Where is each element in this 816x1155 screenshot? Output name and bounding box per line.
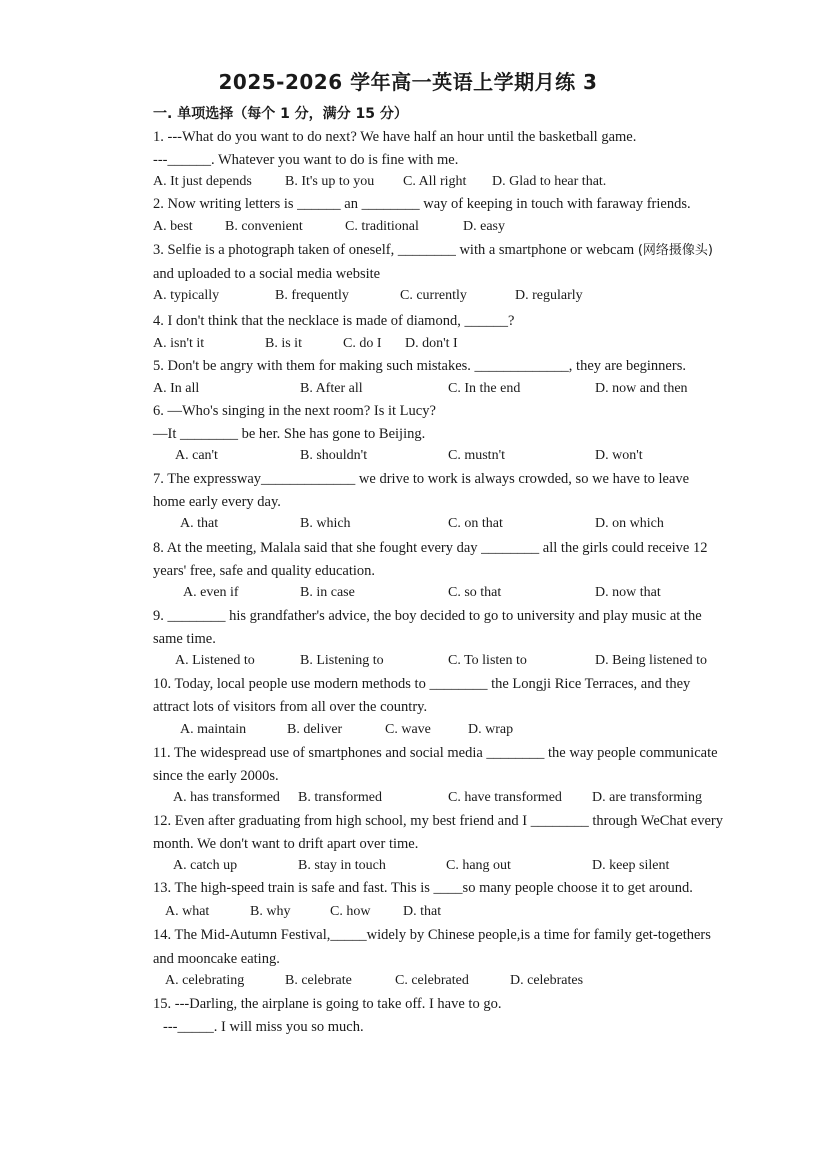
question-4-option-A: A. isn't it xyxy=(153,336,205,351)
question-5-option-A: A. In all xyxy=(153,381,200,396)
question-7-line-1: 7. The expressway_____________ we drive to work is always crowded, so we have to leave xyxy=(153,471,690,487)
question-10-line-2: attract lots of visitors from all over the country. xyxy=(153,699,428,715)
page-title: 2025-2026 学年高一英语上学期月练 3 xyxy=(218,70,598,94)
question-7-option-D: D. on which xyxy=(595,516,664,531)
question-3-option-D: D. regularly xyxy=(515,288,583,303)
question-10-option-C: C. wave xyxy=(385,722,431,737)
question-14-option-C: C. celebrated xyxy=(395,973,469,988)
question-5-line-1: 5. Don't be angry with them for making such mistakes. _____________, they are beginners. xyxy=(153,358,686,374)
question-7-option-B: B. which xyxy=(300,516,351,531)
question-6-option-D: D. won't xyxy=(595,448,643,463)
question-4-option-C: C. do I xyxy=(343,336,382,351)
question-9-option-C: C. To listen to xyxy=(448,653,527,668)
question-9-option-D: D. Being listened to xyxy=(595,653,707,668)
question-13-option-D: D. that xyxy=(403,904,442,919)
question-12-option-C: C. hang out xyxy=(446,858,511,873)
question-14-option-A: A. celebrating xyxy=(165,973,245,988)
question-9-option-B: B. Listening to xyxy=(300,653,384,668)
question-7-option-C: C. on that xyxy=(448,516,503,531)
question-7-option-A: A. that xyxy=(180,516,219,531)
question-1-option-A: A. It just depends xyxy=(153,174,252,189)
question-3-option-B: B. frequently xyxy=(275,288,349,303)
question-6-line-1: 6. —Who's singing in the next room? Is it Lucy? xyxy=(153,403,436,419)
question-14-option-D: D. celebrates xyxy=(510,973,584,988)
question-2-line-1: 2. Now writing letters is ______ an ________ way of keeping in touch with faraway friends. xyxy=(153,196,691,212)
question-4-line-1: 4. I don't think that the necklace is made of diamond, ______? xyxy=(153,313,515,329)
question-13-option-A: A. what xyxy=(165,904,210,919)
question-4-option-B: B. is it xyxy=(265,336,302,351)
question-11-option-D: D. are transforming xyxy=(592,790,703,805)
question-10-line-1: 10. Today, local people use modern methods to ________ the Longji Rice Terraces, and they xyxy=(153,676,691,692)
question-6-option-A: A. can't xyxy=(175,448,218,463)
question-12-line-1: 12. Even after graduating from high school, my best friend and I ________ through WeChat every xyxy=(153,813,723,829)
question-1-option-C: C. All right xyxy=(403,174,467,189)
question-11-option-A: A. has transformed xyxy=(173,790,280,805)
question-11-line-1: 11. The widespread use of smartphones and social media ________ the way people communicate xyxy=(153,745,718,761)
question-14-line-1: 14. The Mid-Autumn Festival,_____widely by Chinese people,is a time for family get-togethers xyxy=(153,927,711,943)
question-9-line-1: 9. ________ his grandfather's advice, the boy decided to go to university and play music at the xyxy=(153,608,702,624)
question-4-option-D: D. don't I xyxy=(405,336,458,351)
question-6-option-C: C. mustn't xyxy=(448,448,505,463)
question-3-option-A: A. typically xyxy=(153,288,220,303)
question-3-line-2: and uploaded to a social media website xyxy=(153,266,381,282)
question-7-line-2: home early every day. xyxy=(153,494,281,510)
question-15-line-2: ---_____. I will miss you so much. xyxy=(163,1019,364,1035)
question-3-line-1: 3. Selfie is a photograph taken of oneself, ________ with a smartphone or webcam (网络摄像头) xyxy=(153,242,713,258)
question-2-option-A: A. best xyxy=(153,219,193,234)
question-8-line-2: years' free, safe and quality education. xyxy=(153,563,376,579)
question-15-line-1: 15. ---Darling, the airplane is going to take off. I have to go. xyxy=(153,996,502,1012)
question-11-option-C: C. have transformed xyxy=(448,790,562,805)
question-3-option-C: C. currently xyxy=(400,288,467,303)
question-14-line-2: and mooncake eating. xyxy=(153,951,280,967)
question-13-option-C: C. how xyxy=(330,904,371,919)
question-14-option-B: B. celebrate xyxy=(285,973,352,988)
question-8-line-1: 8. At the meeting, Malala said that she fought every day ________ all the girls could receive 12 xyxy=(153,540,708,556)
question-11-line-2: since the early 2000s. xyxy=(153,768,279,784)
question-12-option-A: A. catch up xyxy=(173,858,238,873)
question-10-option-B: B. deliver xyxy=(287,722,343,737)
question-8-option-C: C. so that xyxy=(448,585,502,600)
question-8-option-B: B. in case xyxy=(300,585,355,600)
question-1-line-2: ---______. Whatever you want to do is fine with me. xyxy=(153,152,459,168)
question-9-line-2: same time. xyxy=(153,631,216,647)
question-13-line-1: 13. The high-speed train is safe and fast. This is ____so many people choose it to get around. xyxy=(153,880,693,896)
question-8-option-D: D. now that xyxy=(595,585,661,600)
question-6-line-2: —It ________ be her. She has gone to Beijing. xyxy=(153,426,426,442)
section-heading: 一. 单项选择（每个 1 分，满分 15 分） xyxy=(153,106,408,122)
question-1-option-D: D. Glad to hear that. xyxy=(492,174,607,189)
question-1-option-B: B. It's up to you xyxy=(285,174,375,189)
question-2-option-C: C. traditional xyxy=(345,219,419,234)
question-2-option-B: B. convenient xyxy=(225,219,303,234)
question-9-option-A: A. Listened to xyxy=(175,653,255,668)
question-13-option-B: B. why xyxy=(250,904,291,919)
question-10-option-A: A. maintain xyxy=(180,722,247,737)
question-5-option-D: D. now and then xyxy=(595,381,688,396)
question-12-option-D: D. keep silent xyxy=(592,858,670,873)
question-6-option-B: B. shouldn't xyxy=(300,448,368,463)
question-12-option-B: B. stay in touch xyxy=(298,858,386,873)
question-1-line-1: 1. ---What do you want to do next? We have half an hour until the basketball game. xyxy=(153,129,637,145)
question-8-option-A: A. even if xyxy=(183,585,239,600)
question-5-option-C: C. In the end xyxy=(448,381,521,396)
question-12-line-2: month. We don't want to drift apart over time. xyxy=(153,836,419,852)
question-5-option-B: B. After all xyxy=(300,381,363,396)
question-2-option-D: D. easy xyxy=(463,219,505,234)
question-10-option-D: D. wrap xyxy=(468,722,514,737)
question-11-option-B: B. transformed xyxy=(298,790,382,805)
